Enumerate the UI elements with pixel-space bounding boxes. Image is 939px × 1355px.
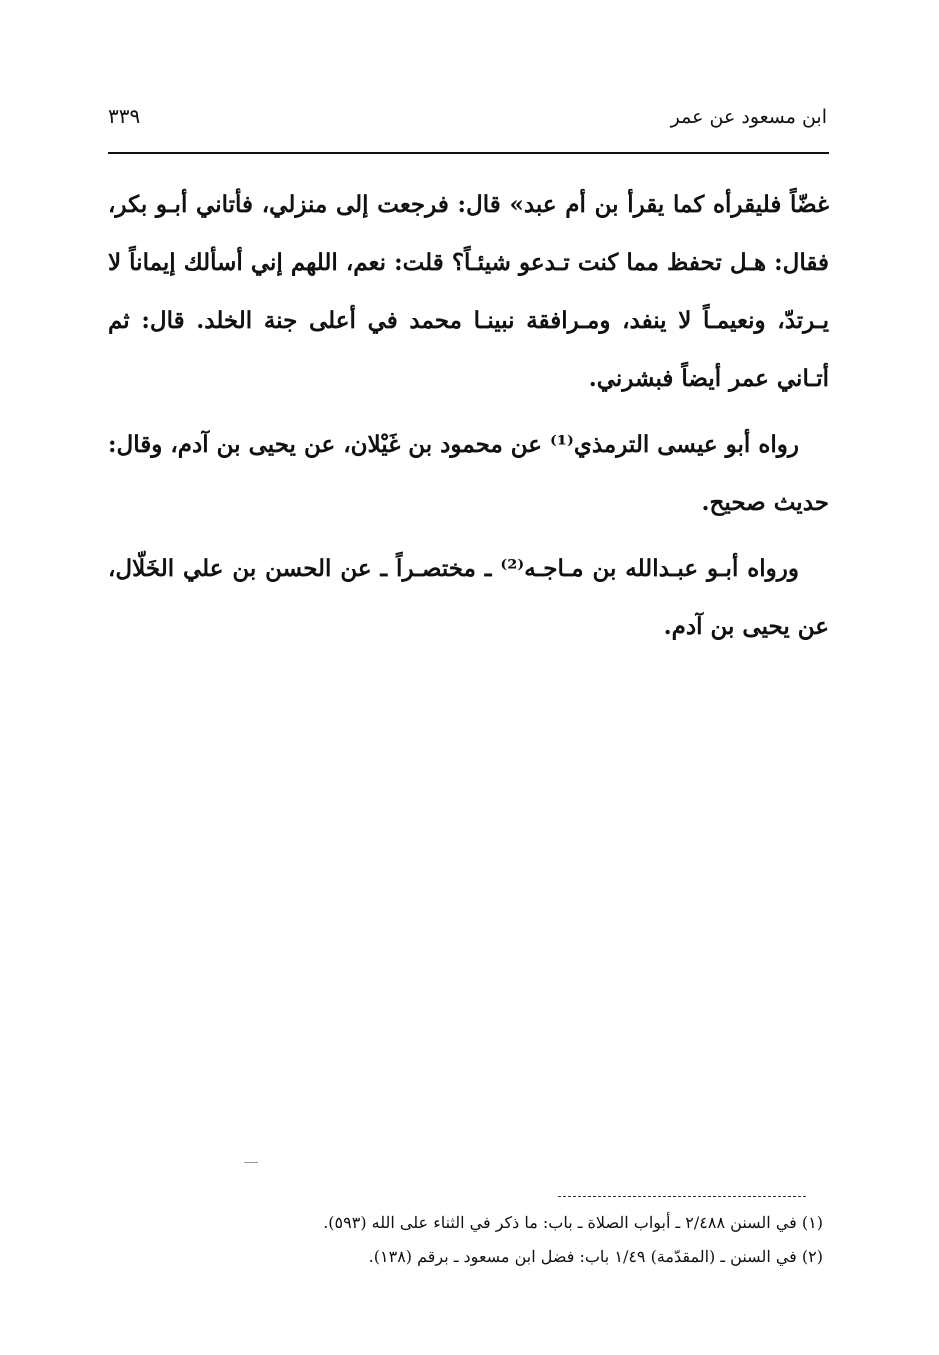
running-header-title: ابن مسعود عن عمر	[670, 106, 827, 128]
footnotes	[108, 1206, 823, 1274]
paragraph-ibn-majah-narration: ورواه أبـو عبـدالله بن مـاجـه⁽²⁾ ـ مختصـراً ـ عن الحسن بن علي الخَلّال، عن يحيى بن آدم.	[108, 555, 829, 640]
paragraph-tirmidhi-narration: رواه أبو عيسى الترمذي⁽¹⁾ عن محمود بن غَيْلان، عن يحيى بن آدم، وقال: حديث صحيح.	[108, 431, 829, 516]
footnote-separator	[558, 1196, 806, 1197]
main-text	[108, 176, 829, 664]
stray-mark	[244, 1162, 258, 1163]
footnote-2: (٢) في السنن ـ (المقدّمة) ١/٤٩ باب: فضل ابن مسعود ـ برقم (١٣٨).	[368, 1247, 823, 1266]
paragraph-hadith-text: غضّاً فليقرأه كما يقرأ بن أم عبد» قال: فرجعت إلى منزلي، فأتاني أبـو بكر، فقال: هـل تحفظ مما كنت تـدعو شيئـاً؟ قلت: نعم، اللهم إني أسألك إيماناً لا يـرتدّ، ونعيمـاً لا ينفد، ومـرافقة نبينـا محمد في أعلى جنة الخلد. قال: ثم أتـاني عمر أيضاً فبشرني.	[108, 191, 829, 392]
header-divider	[108, 152, 829, 154]
page-number: ٣٣٩	[108, 104, 141, 128]
footnote-1: (١) في السنن ٢/٤٨٨ ـ أبواب الصلاة ـ باب: ما ذكر في الثناء على الله (٥٩٣).	[323, 1213, 823, 1232]
